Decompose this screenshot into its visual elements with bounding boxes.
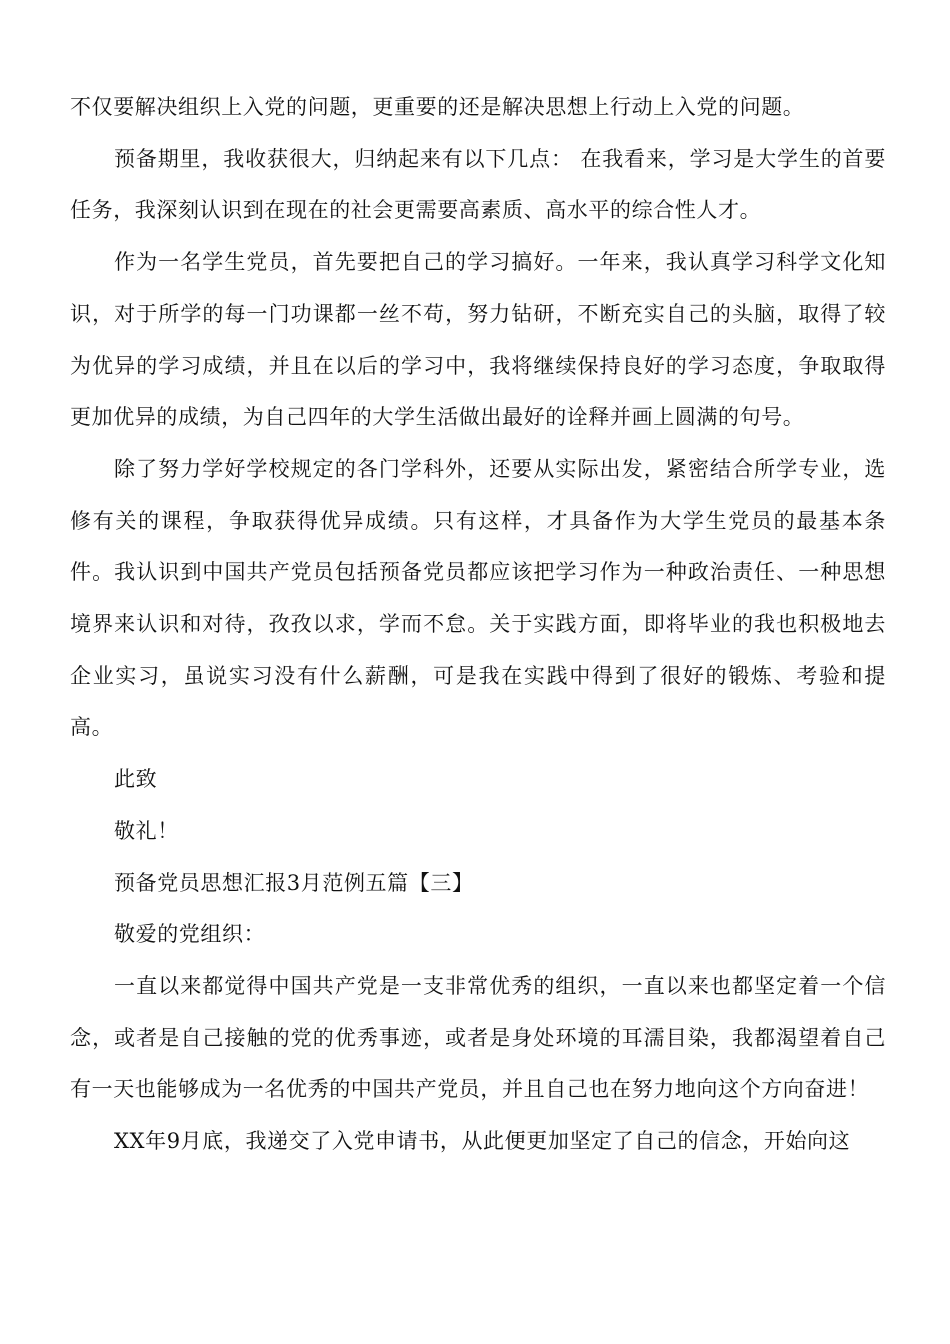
section-title: 预备党员思想汇报3月范例五篇【三】: [114, 870, 474, 895]
paragraph-continuation: 不仅要解决组织上入党的问题，更重要的还是解决思想上行动上入党的问题。: [70, 95, 805, 119]
closing-salutation: 此致: [114, 767, 158, 792]
document-page: [70, 82, 886, 1168]
paragraph-study: 作为一名学生党员，首先要把自己的学习搞好。一年来，我认真学习科学文化知识，对于所学的每一门功课都一丝不苟，努力钻研，不断充实自己的头脑，取得了较为优异的学习成绩，并且在以后的学习中，我将继续保持良好的学习态度，争取取得更加优异的成绩，为自己四年的大学生活做出最好的诠释并画上圆满的句号。: [70, 250, 886, 430]
paragraph-belief: 一直以来都觉得中国共产党是一支非常优秀的组织，一直以来也都坚定着一个信念，或者是自己接触的党的优秀事迹，或者是身处环境的耳濡目染，我都渴望着自己有一天也能够成为一名优秀的中国共产党员，并且自己也在努力地向这个方向奋进！: [70, 973, 886, 1102]
paragraph-application: XX年9月底，我递交了入党申请书，从此便更加坚定了自己的信念，开始向这: [114, 1129, 851, 1154]
closing-regards: 敬礼！: [114, 818, 179, 843]
paragraph-practice: 除了努力学好学校规定的各门学科外，还要从实际出发，紧密结合所学专业，选修有关的课程，争取获得优异成绩。只有这样，才具备作为大学生党员的最基本条件。我认识到中国共产党员包括预备党员都应该把学习作为一种政治责任、一种思想境界来认识和对待，孜孜以求，学而不怠。关于实践方面，即将毕业的我也积极地去企业实习，虽说实习没有什么薪酬，可是我在实践中得到了很好的锻炼、考验和提高。: [70, 456, 886, 740]
paragraph-harvest-summary: 预备期里，我收获很大，归纳起来有以下几点： 在我看来，学习是大学生的首要任务，我深刻认识到在现在的社会更需要高素质、高水平的综合性人才。: [70, 146, 886, 223]
greeting: 敬爱的党组织：: [114, 922, 266, 947]
